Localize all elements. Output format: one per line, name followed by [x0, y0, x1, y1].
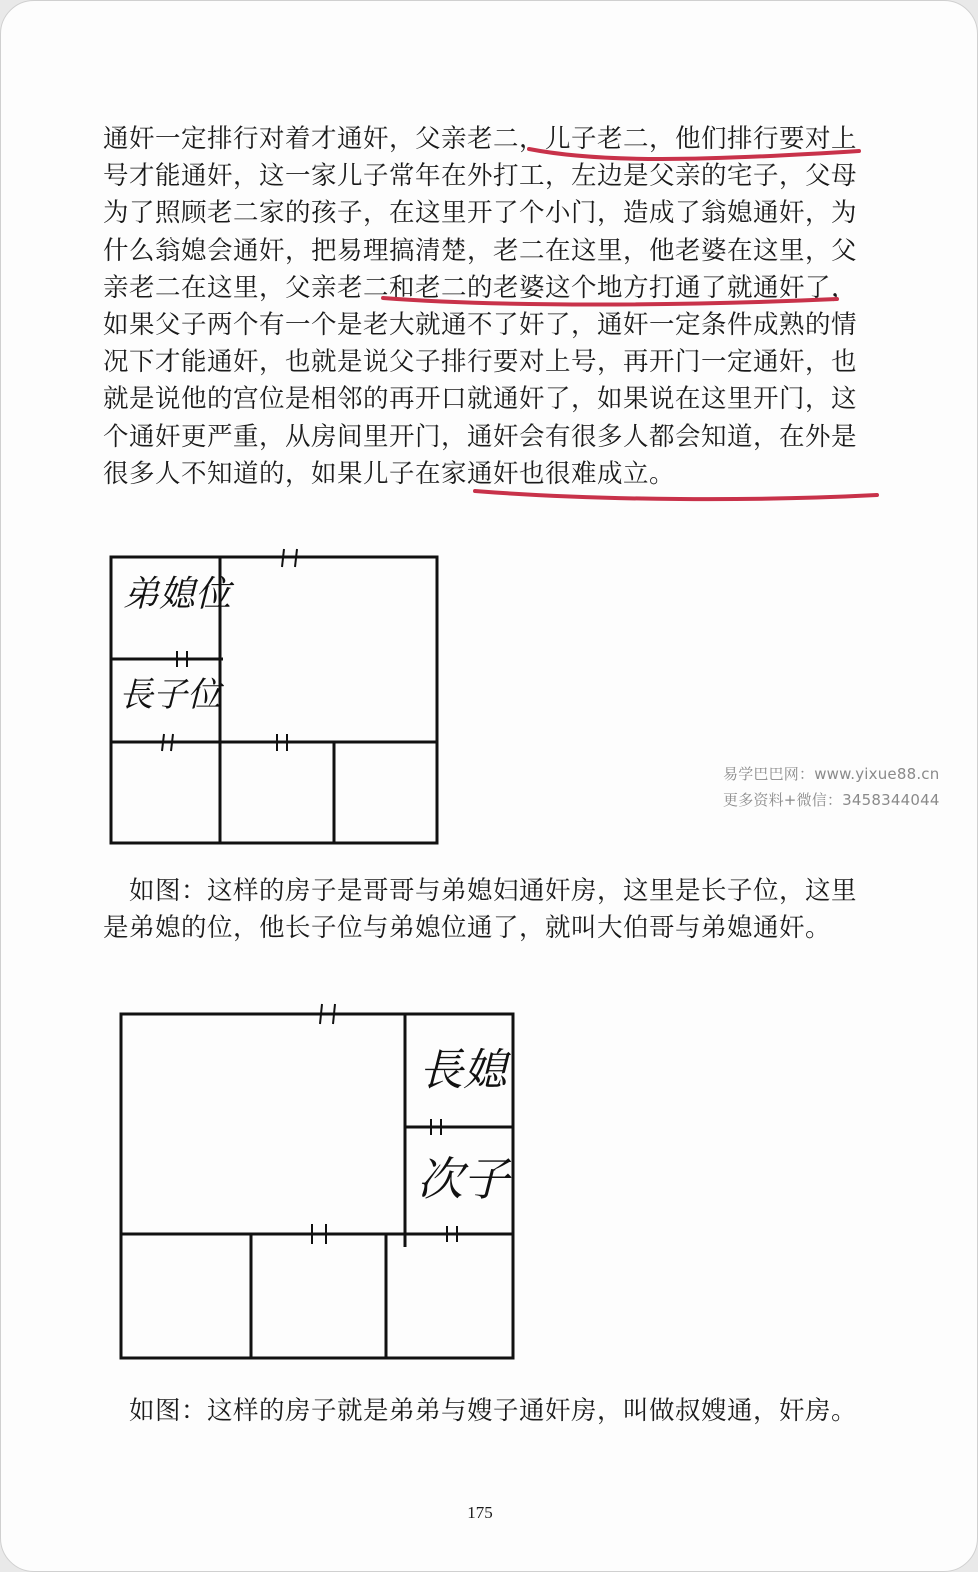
diagram2-label-top: 長媳 [419, 1045, 507, 1096]
paragraph-3: 如图：这样的房子就是弟弟与嫂子通奸房，叫做叔嫂通，奸房。 [129, 1396, 858, 1426]
diagram2-door-marks [312, 1004, 457, 1244]
watermark-line-2: 更多资料+微信：3458344044 [723, 791, 940, 809]
paragraph-2: 如图：这样的房子是哥哥与弟媳妇通奸房，这里是长子位，这里是弟媳的位，他长子位与弟媳位通了，就叫大伯哥与弟媳通奸。 [103, 876, 858, 944]
paragraph-1: 通奸一定排行对着才通奸，父亲老二，儿子老二，他们排行要对上号才能通奸，这一家儿子常年在外打工，左边是父亲的宅子，父母为了照顾老二家的孩子，在这里开了个小门，造成了翁媳通奸，为什么翁媳会通奸，把易理搞清楚，老二在这里，他老婆在这里，父亲老二在这里，父亲老二和老二的老婆这个地方打通了就通奸了，如果父子两个有一个是老大就通不了奸了，通奸一定条件成熟的情况下才能通奸，也就是说父子排行要对上号，再开门一定通奸，也就是说他的宫位是相邻的再开口就通奸了，如果说在这里开门，这个通奸更严重，从房间里开门，通奸会有很多人都会知道，在外是很多人不知道的，如果儿子在家通奸也很难成立。 [103, 124, 858, 489]
floor-plan-diagram-2 [1, 1, 978, 1572]
page-number: 175 [467, 1503, 493, 1522]
watermark-line-1: 易学巴巴网：www.yixue88.cn [723, 765, 940, 783]
diagram1-label-mid: 長子位 [119, 675, 221, 715]
diagram1-label-top: 弟媳位 [123, 574, 232, 615]
diagram2-label-mid: 次子 [417, 1152, 509, 1206]
